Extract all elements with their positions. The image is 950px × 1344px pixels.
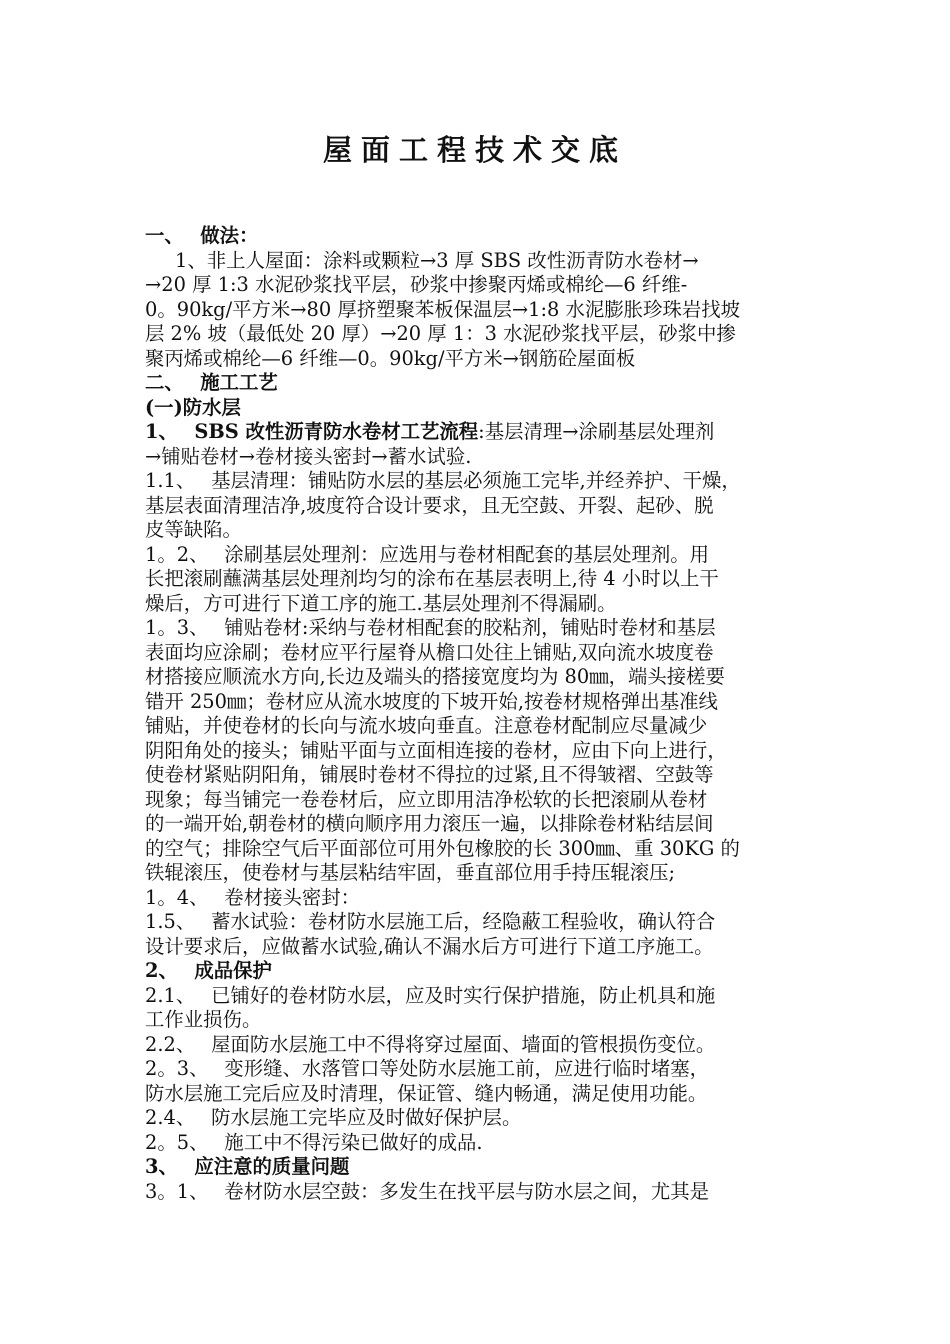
- text-line: [145, 739, 805, 764]
- text-line: [145, 518, 805, 543]
- text-line: [145, 543, 805, 568]
- line-text: 材搭接应顺流水方向,长边及端头的搭接宽度均为 80㎜，端头接槎要: [145, 665, 725, 688]
- line-text: 1。2、 涂刷基层处理剂：应选用与卷材相配套的基层处理剂。用: [145, 542, 710, 566]
- line-text: 3。1、 卷材防水层空鼓：多发生在找平层与防水层之间，尤其是: [145, 1179, 710, 1203]
- text-line: [145, 1180, 805, 1205]
- text-line: [145, 1008, 805, 1033]
- text-line: [145, 935, 805, 960]
- line-text: 皮等缺陷。: [145, 518, 242, 541]
- text-line: [145, 959, 805, 984]
- text-line: [145, 224, 805, 249]
- text-line: [145, 886, 805, 911]
- line-text: 1、非上人屋面：涂料或颗粒→3 厚 SBS 改性沥青防水卷材→: [175, 248, 699, 272]
- line-text: 的空气；排除空气后平面部位可用外包橡胶的长 300㎜、重 30KG 的: [145, 836, 740, 860]
- text-line: [145, 665, 805, 690]
- line-text: 2.2、 屋面防水层施工中不得将穿过屋面、墙面的管根损伤变位。: [145, 1032, 716, 1056]
- text-line: [145, 1082, 805, 1107]
- text-line: [145, 1106, 805, 1131]
- line-text: 铁辊滚压，使卷材与基层粘结牢固，垂直部位用手持压辊滚压;: [145, 861, 676, 884]
- text-line: [145, 714, 805, 739]
- text-line: [145, 763, 805, 788]
- line-text: 现象；每当铺完一卷卷材后，应立即用洁净松软的长把滚刷从卷材: [145, 787, 708, 811]
- section-heading: 一、 做法：: [145, 224, 259, 247]
- line-text: 1。3、 铺贴卷材:采纳与卷材相配套的胶粘剂，铺贴时卷材和基层: [145, 616, 716, 639]
- line-text: 2。5、 施工中不得污染已做好的成品.: [145, 1130, 483, 1154]
- text-line: [145, 1131, 805, 1156]
- line-text: →20 厚 1:3 水泥砂浆找平层，砂浆中掺聚丙烯或棉纶—6 纤维-: [145, 273, 688, 296]
- line-text: 表面均应涂刷；卷材应平行屋脊从檐口处往上铺贴,双向流水坡度卷: [145, 640, 714, 664]
- line-text: 2.4、 防水层施工完毕应及时做好保护层。: [145, 1106, 522, 1129]
- text-line: [145, 445, 805, 470]
- section-heading: 二、 施工工艺: [145, 371, 278, 394]
- text-line: [145, 469, 805, 494]
- line-text: :基层清理→涂刷基层处理剂: [478, 420, 715, 443]
- text-line: [145, 1033, 805, 1058]
- document-title: 屋面工程技术交底: [322, 133, 627, 167]
- line-text: 错开 250㎜；卷材应从流水坡度的下坡开始,按卷材规格弹出基准线: [145, 689, 718, 713]
- line-text: →铺贴卷材→卷材接头密封→蓄水试验.: [145, 444, 472, 468]
- text-line: [145, 861, 805, 886]
- text-line: [145, 690, 805, 715]
- line-text: 阴阳角处的接头；铺贴平面与立面相连接的卷材，应由下向上进行，: [145, 738, 727, 762]
- text-line: [145, 371, 805, 396]
- text-line: [145, 273, 805, 298]
- text-line: [145, 1057, 805, 1082]
- line-text: 使卷材紧贴阴阳角，铺展时卷材不得拉的过紧,且不得皱褶、空鼓等: [145, 763, 714, 786]
- section-heading: 3、 应注意的质量问题: [145, 1155, 350, 1178]
- line-text: 2。3、 变形缝、水落管口等处防水层施工前，应进行临时堵塞，: [145, 1057, 710, 1080]
- line-text: 长把滚刷蘸满基层处理剂均匀的涂布在基层表明上,待 4 小时以上干: [145, 567, 719, 590]
- line-text: 0。90kg/平方米→80 厚挤塑聚苯板保温层→1:8 水泥膨胀珍珠岩找坡: [145, 297, 741, 321]
- text-line: [145, 641, 805, 666]
- text-line: [145, 567, 805, 592]
- text-line: [145, 910, 805, 935]
- text-line: [145, 249, 805, 274]
- line-text: 防水层施工完后应及时清理，保证管、缝内畅通，满足使用功能。: [145, 1081, 708, 1105]
- text-line: [145, 812, 805, 837]
- text-line: [145, 788, 805, 813]
- line-text: 设计要求后，应做蓄水试验,确认不漏水后方可进行下道工序施工。: [145, 934, 714, 958]
- text-line: [145, 494, 805, 519]
- text-line: [145, 420, 805, 445]
- line-text: 燥后，方可进行下道工序的施工.基层处理剂不得漏刷。: [145, 591, 617, 615]
- line-text: 铺贴，并使卷材的长向与流水坡向垂直。注意卷材配制应尽量减少: [145, 714, 708, 737]
- text-line: [145, 592, 805, 617]
- document-body: [145, 224, 805, 1204]
- line-text: 层 2% 坡（最低处 20 厚）→20 厚 1：3 水泥砂浆找平层，砂浆中掺: [145, 322, 736, 345]
- line-text: 的一端开始,朝卷材的横向顺序用力滚压一遍，以排除卷材粘结层间: [145, 812, 714, 835]
- text-line: [145, 616, 805, 641]
- line-text: 1。4、 卷材接头密封：: [145, 885, 361, 909]
- line-text: 基层表面清理洁净,坡度符合设计要求，且无空鼓、开裂、起砂、脱: [145, 493, 714, 517]
- text-line: [145, 1155, 805, 1180]
- line-text: 1.1、 基层清理：铺贴防水层的基层必须施工完毕,并经养护、干燥，: [145, 469, 741, 492]
- line-text: 1.5、 蓄水试验：卷材防水层施工后，经隐蔽工程验收，确认符合: [145, 910, 716, 933]
- text-line: [145, 347, 805, 372]
- text-line: [145, 984, 805, 1009]
- section-heading: 2、 成品保护: [145, 959, 272, 982]
- line-heading: 1、 SBS 改性沥青防水卷材工艺流程: [145, 420, 479, 443]
- line-text: 2.1、 已铺好的卷材防水层，应及时实行保护措施，防止机具和施: [145, 983, 716, 1007]
- line-text: 工作业损伤。: [145, 1008, 262, 1031]
- text-line: [145, 322, 805, 347]
- section-heading: (一)防水层: [145, 395, 241, 419]
- text-line: [145, 396, 805, 421]
- line-text: 聚丙烯或棉纶—6 纤维—0。90kg/平方米→钢筋砼屋面板: [145, 346, 636, 370]
- text-line: [145, 298, 805, 323]
- text-line: [145, 837, 805, 862]
